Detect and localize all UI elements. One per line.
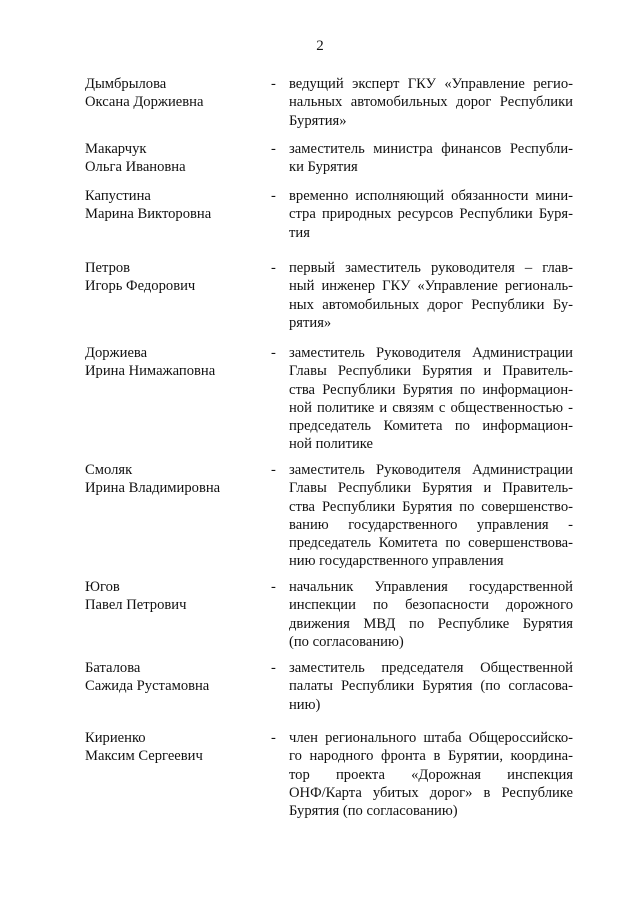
member-position (289, 729, 573, 820)
position-line: ной политике (289, 436, 373, 453)
dash-separator: - (271, 141, 276, 157)
position-line: стра природных ресурсов Республики Буря- (289, 206, 573, 223)
position-line: Главы Республики Бурятия и Правитель- (289, 480, 573, 497)
position-line: ведущий эксперт ГКУ «Управление регио- (289, 76, 573, 92)
member-name (85, 461, 265, 498)
member-given-name: Максим Сергеевич (85, 748, 203, 765)
position-line: председатель Комитета по информацион- (289, 418, 573, 435)
member-surname: Дымбрылова (85, 76, 167, 92)
position-line: член регионального штаба Общероссийско- (289, 730, 573, 746)
member-surname: Доржиева (85, 345, 148, 361)
member-given-name: Игорь Федорович (85, 278, 196, 295)
dash-separator: - (271, 260, 276, 276)
position-line: нию государственного управления (289, 553, 504, 570)
member-name (85, 140, 265, 177)
member-surname: Петров (85, 260, 131, 276)
position-line: заместитель министра финансов Республи- (289, 141, 573, 157)
position-line: нальных автомобильных дорог Республики (289, 94, 573, 111)
dash-separator: - (271, 579, 276, 595)
position-line: палаты Республики Бурятия (по согласова- (289, 678, 573, 695)
dash-separator: - (271, 345, 276, 361)
position-line: Главы Республики Бурятия и Правитель- (289, 363, 573, 380)
position-line: ных автомобильных дорог Республики Бу- (289, 296, 573, 313)
member-name (85, 187, 265, 224)
member-given-name: Оксана Доржиевна (85, 94, 204, 111)
member-given-name: Ирина Нимажаповна (85, 363, 216, 380)
member-surname: Кириенко (85, 730, 146, 746)
dash-separator: - (271, 76, 276, 92)
position-line: председатель Комитета по совершенствова- (289, 535, 573, 552)
member-name (85, 578, 265, 615)
member-position (289, 344, 573, 454)
position-line: начальник Управления государственной (289, 579, 573, 595)
member-given-name: Павел Петрович (85, 597, 187, 614)
position-line: первый заместитель руководителя – глав- (289, 260, 573, 276)
member-surname: Югов (85, 579, 120, 595)
member-name (85, 344, 265, 381)
dash-separator: - (271, 188, 276, 204)
member-position (289, 140, 573, 177)
member-name (85, 259, 265, 296)
member-position (289, 578, 573, 651)
member-given-name: Ирина Владимировна (85, 480, 221, 497)
position-line: ства Республики Бурятия по совершенство- (289, 498, 573, 515)
position-line: тия (289, 224, 310, 241)
member-position (289, 259, 573, 332)
page-number: 2 (316, 38, 324, 54)
member-surname: Смоляк (85, 462, 133, 478)
member-given-name: Сажида Рустамовна (85, 678, 210, 695)
member-position (289, 461, 573, 571)
member-position (289, 187, 573, 242)
position-line: ОНФ/Карта убитых дорог» в Республике (289, 784, 573, 801)
member-given-name: Марина Викторовна (85, 206, 212, 223)
position-line: ства Республики Бурятия по информацион- (289, 381, 573, 398)
position-line: движения МВД по Республике Бурятия (289, 615, 573, 632)
position-line: временно исполняющий обязанности мини- (289, 188, 573, 204)
position-line: рятия» (289, 314, 332, 331)
position-line: ной политике и связям с общественностью - (289, 399, 573, 416)
position-line: заместитель Руководителя Администрации (289, 462, 573, 478)
position-line: нию) (289, 696, 321, 713)
position-line: Бурятия (по согласованию) (289, 803, 458, 820)
position-line: инспекции по безопасности дорожного (289, 597, 573, 614)
member-position (289, 75, 573, 130)
position-line: заместитель председателя Общественной (289, 660, 573, 676)
position-line: тор проекта «Дорожная инспекция (289, 766, 573, 783)
position-line: заместитель Руководителя Администрации (289, 345, 573, 361)
member-surname: Баталова (85, 660, 141, 676)
member-position (289, 659, 573, 714)
member-name (85, 729, 265, 766)
member-given-name: Ольга Ивановна (85, 159, 186, 176)
position-line: го народного фронта в Бурятии, координа- (289, 748, 573, 765)
position-line: ный инженер ГКУ «Управление региональ- (289, 278, 573, 295)
member-surname: Капустина (85, 188, 151, 204)
dash-separator: - (271, 730, 276, 746)
dash-separator: - (271, 660, 276, 676)
member-name (85, 75, 265, 112)
dash-separator: - (271, 462, 276, 478)
position-line: (по согласованию) (289, 633, 404, 650)
member-name (85, 659, 265, 696)
position-line: ванию государственного управления - (289, 516, 573, 533)
member-surname: Макарчук (85, 141, 147, 157)
position-line: ки Бурятия (289, 159, 358, 176)
position-line: Бурятия» (289, 112, 347, 129)
